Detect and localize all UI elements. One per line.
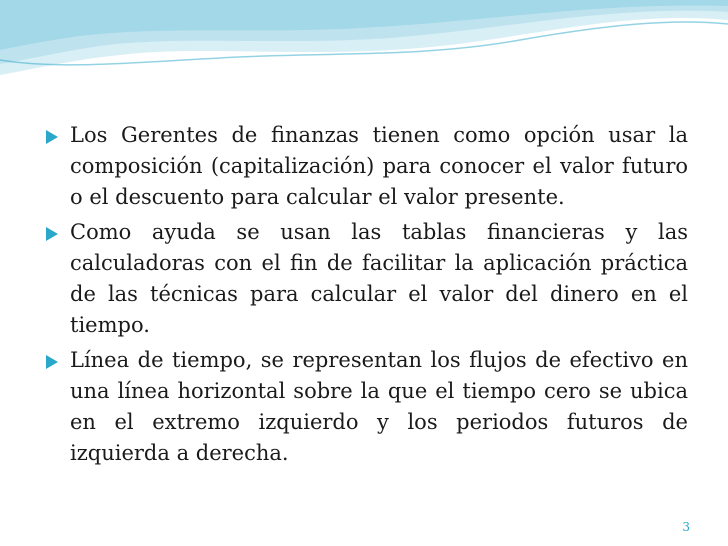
decorative-wave-banner — [0, 0, 728, 90]
bullet-item — [40, 217, 688, 341]
bullet-text: Como ayuda se usan las tablas financieras y las calculadoras con el fin de facilitar la aplicación práctica de las técnicas para calcular el valor del dinero en el tiempo. — [70, 220, 688, 337]
slide-number: 3 — [682, 520, 690, 534]
bullet-item — [40, 345, 688, 469]
triangle-bullet-icon — [46, 227, 58, 241]
triangle-bullet-icon — [46, 355, 58, 369]
bullet-list — [40, 120, 688, 473]
bullet-item — [40, 120, 688, 213]
bullet-text: Línea de tiempo, se representan los flujos de efectivo en una línea horizontal sobre la que el tiempo cero se ubica en el extremo izquierdo y los periodos futuros de izquierda a derecha. — [70, 348, 688, 465]
bullet-text: Los Gerentes de finanzas tienen como opción usar la composición (capitalización) para conocer el valor futuro o el descuento para calcular el valor presente. — [70, 123, 688, 209]
triangle-bullet-icon — [46, 130, 58, 144]
